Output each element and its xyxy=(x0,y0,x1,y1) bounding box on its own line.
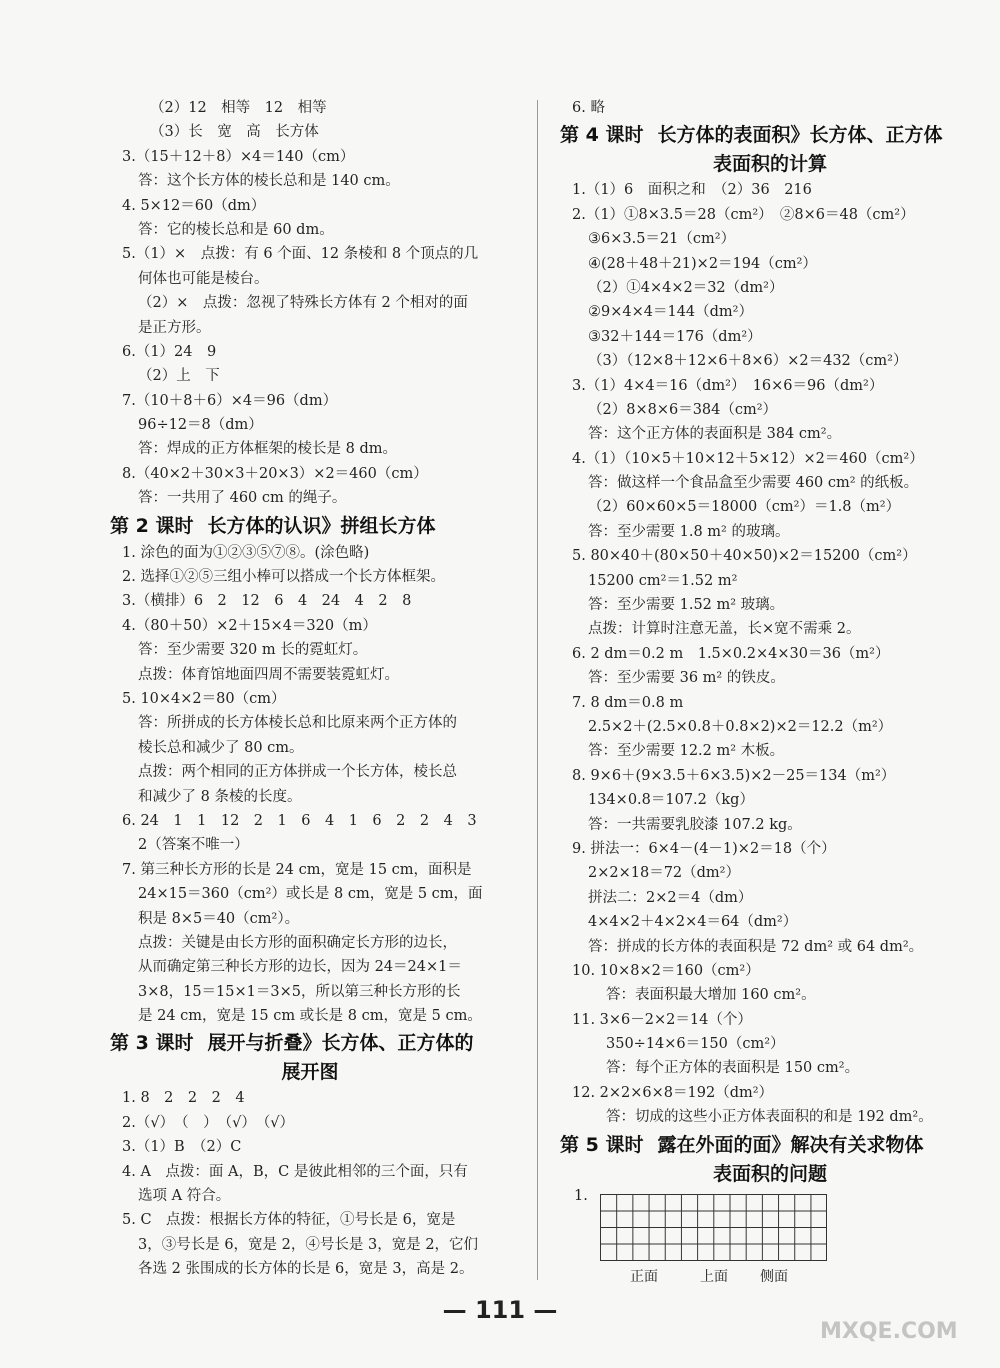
answer-line: 6. 2 dm＝0.2 m 1.5×0.2×4×30＝36（m²） xyxy=(572,645,890,662)
answer-line: ④(28＋48＋21)×2＝194（cm²） xyxy=(588,255,817,272)
answer-line: ②9×4×4＝144（dm²） xyxy=(588,304,753,321)
answer-line: 何体也可能是棱台。 xyxy=(138,270,269,287)
answer-line: 点拨：计算时注意无盖，长×宽不需乘 2。 xyxy=(588,621,861,638)
right-column xyxy=(560,96,980,1288)
answer-line: 是正方形。 xyxy=(138,319,211,336)
answer-line: （2）上 下 xyxy=(138,368,220,385)
grid-view-label: 上面 xyxy=(700,1268,728,1285)
answer-line: 棱长总和减少了 80 cm。 xyxy=(138,739,304,756)
answer-line: 2.（√） （ ） （√） （√） xyxy=(122,1114,295,1131)
column-divider xyxy=(537,100,538,1280)
answer-line: 1. 涂色的面为①②③⑤⑦⑧。(涂色略) xyxy=(122,544,370,561)
answer-line: 答：所拼成的长方体棱长总和比原来两个正方体的 xyxy=(138,715,457,732)
answer-line: 2. 选择①②⑤三组小棒可以搭成一个长方体框架。 xyxy=(122,569,445,586)
answer-line: 350÷14×6＝150（cm²） xyxy=(606,1036,785,1053)
answer-line: （2）①4×4×2＝32（dm²） xyxy=(588,279,784,296)
answer-line: 答：至少需要 320 m 长的霓虹灯。 xyxy=(138,642,368,659)
answer-line: 各选 2 张围成的长方体的长是 6，宽是 3，高是 2。 xyxy=(138,1261,474,1278)
answer-line: 6. 24 1 1 12 2 1 6 4 1 6 2 2 4 3 xyxy=(122,812,477,829)
grid-view-label: 正面 xyxy=(630,1268,658,1285)
answer-line: （2）60×60×5＝18000（cm²）＝1.8（m²） xyxy=(588,499,901,516)
lesson-heading xyxy=(110,511,510,541)
answer-line: 答：一共用了 460 cm 的绳子。 xyxy=(138,490,347,507)
lesson-heading xyxy=(560,1130,980,1160)
answer-line: 积是 8×5＝40（cm²）。 xyxy=(138,910,300,927)
lesson-tag: 第 4 课时 xyxy=(560,124,644,147)
answer-line: 6. 略 xyxy=(572,100,605,116)
answer-line: （2）× 点拨：忽视了特殊长方体有 2 个相对的面 xyxy=(138,295,468,312)
grid-question-number: 1. xyxy=(574,1187,588,1204)
answer-line: 4. A 点拨：面 A，B，C 是彼此相邻的三个面，只有 xyxy=(122,1163,468,1180)
answer-line: （2）8×8×6＝384（cm²） xyxy=(588,401,778,418)
lesson-title: 展开与折叠》长方体、正方体的 xyxy=(207,1032,474,1055)
answer-line: 答：这个正方体的表面积是 384 cm²。 xyxy=(588,426,842,443)
answer-line: 5. 10×4×2＝80（cm） xyxy=(122,690,286,707)
answer-line: 5. C 点拨：根据长方体的特征，①号长是 6，宽是 xyxy=(122,1212,456,1229)
answer-line: 5.（1）× 点拨：有 6 个面、12 条棱和 8 个顶点的几 xyxy=(122,246,479,263)
answer-line: ③6×3.5＝21（cm²） xyxy=(588,231,736,248)
answer-line: （2）12 相等 12 相等 xyxy=(150,100,327,116)
answer-line: 3×8，15＝15×1＝3×5，所以第三种长方形的长 xyxy=(138,983,461,1000)
answer-line: 4×4×2＋4×2×4＝64（dm²） xyxy=(588,914,798,931)
answer-line: 1.（1）6 面积之和 （2）36 216 xyxy=(572,182,812,199)
answer-line: 2.5×2＋(2.5×0.8＋0.8×2)×2＝12.2（m²） xyxy=(588,718,893,735)
watermark-logo xyxy=(812,1298,982,1354)
answer-line: 7. 8 dm＝0.8 m xyxy=(572,694,684,711)
answer-line: 3，③号长是 6，宽是 2，④号长是 3，宽是 2，它们 xyxy=(138,1236,479,1253)
lesson-heading xyxy=(560,120,980,150)
answer-line: 11. 3×6－2×2＝14（个） xyxy=(572,1011,752,1028)
answer-line: 和减少了 8 条棱的长度。 xyxy=(138,788,302,805)
drawing-grid xyxy=(600,1194,827,1261)
answer-line: 8. 9×6＋(9×3.5＋6×3.5)×2－25＝134（m²） xyxy=(572,767,896,784)
answer-line: 6.（1）24 9 xyxy=(122,343,217,360)
answer-line: 9. 拼法一：6×4－(4－1)×2＝18（个） xyxy=(572,840,836,857)
answer-line: 5. 80×40＋(80×50＋40×50)×2＝15200（cm²） xyxy=(572,548,917,565)
grid-view-label: 侧面 xyxy=(760,1268,788,1285)
answer-line: 3.（横排）6 2 12 6 4 24 4 2 8 xyxy=(122,593,412,610)
answer-line: 3.（1）B （2）C xyxy=(122,1139,242,1156)
answer-line: 答：切成的这些小正方体表面积的和是 192 dm²。 xyxy=(606,1109,933,1126)
answer-line: 15200 cm²＝1.52 m² xyxy=(588,572,738,589)
left-column xyxy=(110,96,510,1282)
lesson-title: 露在外面的面》解决有关求物体 xyxy=(657,1133,924,1156)
lesson-subtitle: 展开图 xyxy=(281,1061,339,1084)
lesson-tag: 第 3 课时 xyxy=(110,1032,194,1055)
lesson-subtitle: 表面积的问题 xyxy=(712,1162,827,1185)
answer-line: 12. 2×2×6×8＝192（dm²） xyxy=(572,1084,774,1101)
answer-line: 答：这个长方体的棱长总和是 140 cm。 xyxy=(138,173,400,190)
answer-line: 答：每个正方体的表面积是 150 cm²。 xyxy=(606,1060,860,1077)
lesson-title: 长方体的表面积》长方体、正方体 xyxy=(657,124,943,147)
answer-line: 点拨：体育馆地面四周不需要装霓虹灯。 xyxy=(138,666,399,683)
answer-line: 96÷12＝8（dm） xyxy=(138,417,263,434)
answer-line: 是 24 cm，宽是 15 cm 或长是 8 cm，宽是 5 cm。 xyxy=(138,1008,482,1025)
answer-line: 7. 第三种长方形的长是 24 cm，宽是 15 cm，面积是 xyxy=(122,861,472,878)
lesson-tag: 第 5 课时 xyxy=(560,1133,644,1156)
answer-line: 点拨：两个相同的正方体拼成一个长方体，棱长总 xyxy=(138,764,457,781)
answer-line: 4.（80＋50）×2＋15×4＝320（m） xyxy=(122,617,377,634)
page-number: — 111 — xyxy=(442,1296,558,1324)
answer-line: 答：做这样一个食品盒至少需要 460 cm² 的纸板。 xyxy=(588,475,919,492)
answer-line: 答：至少需要 1.8 m² 的玻璃。 xyxy=(588,523,790,540)
answer-line: 1. 8 2 2 2 4 xyxy=(122,1090,245,1107)
answer-line: 2.（1）①8×3.5＝28（cm²） ②8×6＝48（cm²） xyxy=(572,206,915,223)
answer-line: 答：至少需要 12.2 m² 木板。 xyxy=(588,743,785,760)
answer-line: （3）（12×8＋12×6＋8×6）×2＝432（cm²） xyxy=(588,353,908,370)
answer-line: 答：至少需要 36 m² 的铁皮。 xyxy=(588,670,785,687)
answer-line: 134×0.8＝107.2（kg） xyxy=(588,792,754,809)
answer-line: 4.（1）（10×5＋10×12＋5×12）×2＝460（cm²） xyxy=(572,450,924,467)
answer-line: 答：焊成的正方体框架的棱长是 8 dm。 xyxy=(138,441,397,458)
lesson-heading xyxy=(110,1028,510,1058)
answer-line: 7.（10＋8＋6）×4＝96（dm） xyxy=(122,392,338,409)
answer-line: 2（答案不唯一） xyxy=(138,837,249,854)
answer-line: 选项 A 符合。 xyxy=(138,1188,231,1205)
answer-line: 从而确定第三种长方形的边长，因为 24＝24×1＝ xyxy=(138,959,462,976)
lesson-title: 长方体的认识》拼组长方体 xyxy=(207,514,436,537)
answer-line: （3）长 宽 高 长方体 xyxy=(150,124,319,141)
answer-line: 答：表面积最大增加 160 cm²。 xyxy=(606,987,816,1004)
answer-line: 3.（15＋12＋8）×4＝140（cm） xyxy=(122,148,355,165)
answer-line: 答：至少需要 1.52 m² 玻璃。 xyxy=(588,597,785,614)
answer-line: 24×15＝360（cm²）或长是 8 cm，宽是 5 cm，面 xyxy=(138,886,483,903)
grid-exercise xyxy=(560,1188,980,1288)
answer-line: ③32＋144＝176（dm²） xyxy=(588,328,762,345)
answer-line: 2×2×18＝72（dm²） xyxy=(588,865,740,882)
answer-line: 点拨：关键是由长方形的面积确定长方形的边长， xyxy=(138,934,457,951)
answer-line: 拼法二：2×2＝4（dm） xyxy=(588,889,753,906)
answer-line: 答：拼成的长方体的表面积是 72 dm² 或 64 dm²。 xyxy=(588,938,924,955)
watermark-text: MXQE.COM xyxy=(820,1319,958,1344)
lesson-tag: 第 2 课时 xyxy=(110,514,194,537)
answer-line: 8.（40×2＋30×3＋20×3）×2＝460（cm） xyxy=(122,465,428,482)
answer-line: 3.（1）4×4＝16（dm²） 16×6＝96（dm²） xyxy=(572,377,884,394)
answer-line: 10. 10×8×2＝160（cm²） xyxy=(572,962,760,979)
lesson-subtitle: 表面积的计算 xyxy=(712,153,827,176)
answer-line: 答：它的棱长总和是 60 dm。 xyxy=(138,221,334,238)
answer-line: 答：一共需要乳胶漆 107.2 kg。 xyxy=(588,816,802,833)
answer-line: 4. 5×12＝60（dm） xyxy=(122,197,266,214)
